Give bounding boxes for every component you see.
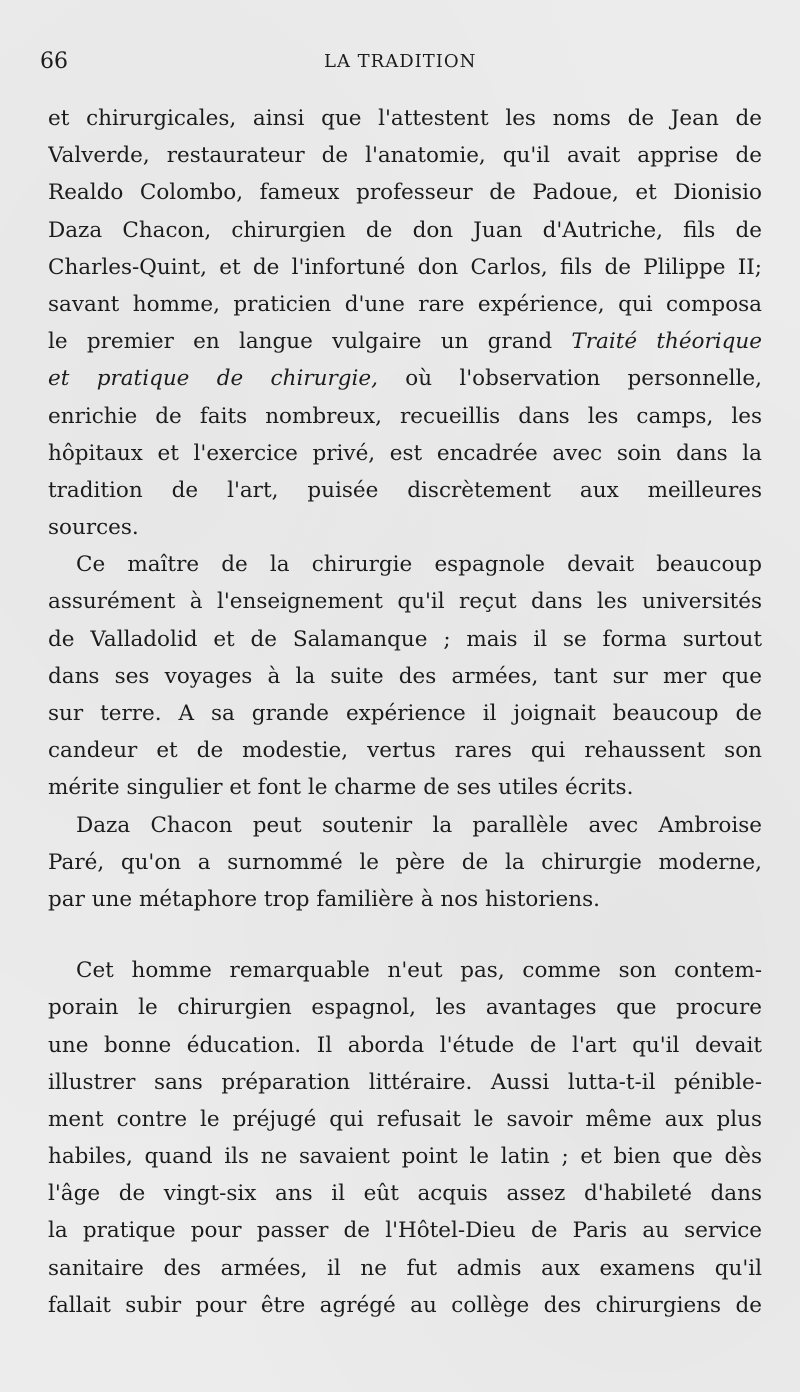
running-head (40, 44, 762, 80)
text-line: de Valladolid et de Salamanque ; mais il se forma surtout (48, 626, 762, 652)
text-line: tradition de l'art, puisée discrètement aux meilleures (48, 477, 762, 503)
text-line: l'âge de vingt-six ans il eût acquis assez d'habileté dans (48, 1181, 762, 1207)
text-line: dans ses voyages à la suite des armées, tant sur mer que (48, 663, 762, 689)
text-line: savant homme, praticien d'une rare expérience, qui composa (48, 291, 762, 317)
text-line: Daza Chacon peut soutenir la parallèle avec Ambroise (76, 812, 762, 838)
text-line: ment contre le préjugé qui refusait le savoir même aux plus (48, 1106, 762, 1132)
text-line: la pratique pour passer de l'Hôtel-Dieu de Paris au service (48, 1218, 762, 1244)
body-text (48, 100, 762, 1324)
text-line: Realdo Colombo, fameux professeur de Padoue, et Dionisio (48, 180, 762, 206)
text-segment: le premier en langue vulgaire un grand (48, 329, 553, 355)
text-line: sanitaire des armées, il ne fut admis aux examens qu'il (48, 1255, 762, 1281)
text-line: Charles-Quint, et de l'infortuné don Carlos, fils de Plilippe II; (48, 254, 762, 280)
text-line: Valverde, restaurateur de l'anatomie, qu'il avait apprise de (48, 143, 762, 169)
book-title-italic: et pratique de chirurgie, (48, 366, 378, 392)
text-line: candeur et de modestie, vertus rares qui rehaussent son (48, 738, 762, 764)
text-line: par une métaphore trop familière à nos historiens. (48, 886, 600, 912)
section-gap (48, 918, 762, 952)
text-line: Ce maître de la chirurgie espagnole devait beaucoup (76, 552, 762, 578)
page-number: 66 (40, 49, 68, 74)
text-line: enrichie de faits nombreux, recueillis dans les camps, les (48, 403, 762, 429)
text-line: une bonne éducation. Il aborda l'étude de l'art qu'il devait (48, 1032, 762, 1058)
text-line: Paré, qu'on a surnommé le père de la chirurgie moderne, (48, 849, 762, 875)
text-segment: où l'observation personnelle, (405, 366, 762, 392)
text-line: habiles, quand ils ne savaient point le latin ; et bien que dès (48, 1144, 762, 1170)
text-line (48, 323, 762, 360)
text-line: sources. (48, 515, 139, 541)
text-line: et chirurgicales, ainsi que l'attestent les noms de Jean de (48, 106, 762, 131)
text-line: porain le chirurgien espagnol, les avantages que procure (48, 995, 762, 1021)
text-line: sur terre. A sa grande expérience il joignait beaucoup de (48, 701, 762, 726)
text-line: mérite singulier et font le charme de ses utiles écrits. (48, 775, 634, 801)
book-title-italic: Traité théorique (571, 329, 762, 355)
text-line: Cet homme remarquable n'eut pas, comme son contem- (76, 958, 762, 984)
text-line (48, 360, 762, 397)
text-line: illustrer sans préparation littéraire. Aussi lutta-t-il pénible- (48, 1069, 762, 1095)
text-line: hôpitaux et l'exercice privé, est encadrée avec soin dans la (48, 440, 762, 466)
text-line: Daza Chacon, chirurgien de don Juan d'Autriche, fils de (48, 217, 762, 243)
text-line: assurément à l'enseignement qu'il reçut dans les universités (48, 589, 762, 615)
text-line: fallait subir pour être agrégé au collège des chirurgiens de (48, 1292, 762, 1318)
running-title: LA TRADITION (324, 51, 477, 72)
